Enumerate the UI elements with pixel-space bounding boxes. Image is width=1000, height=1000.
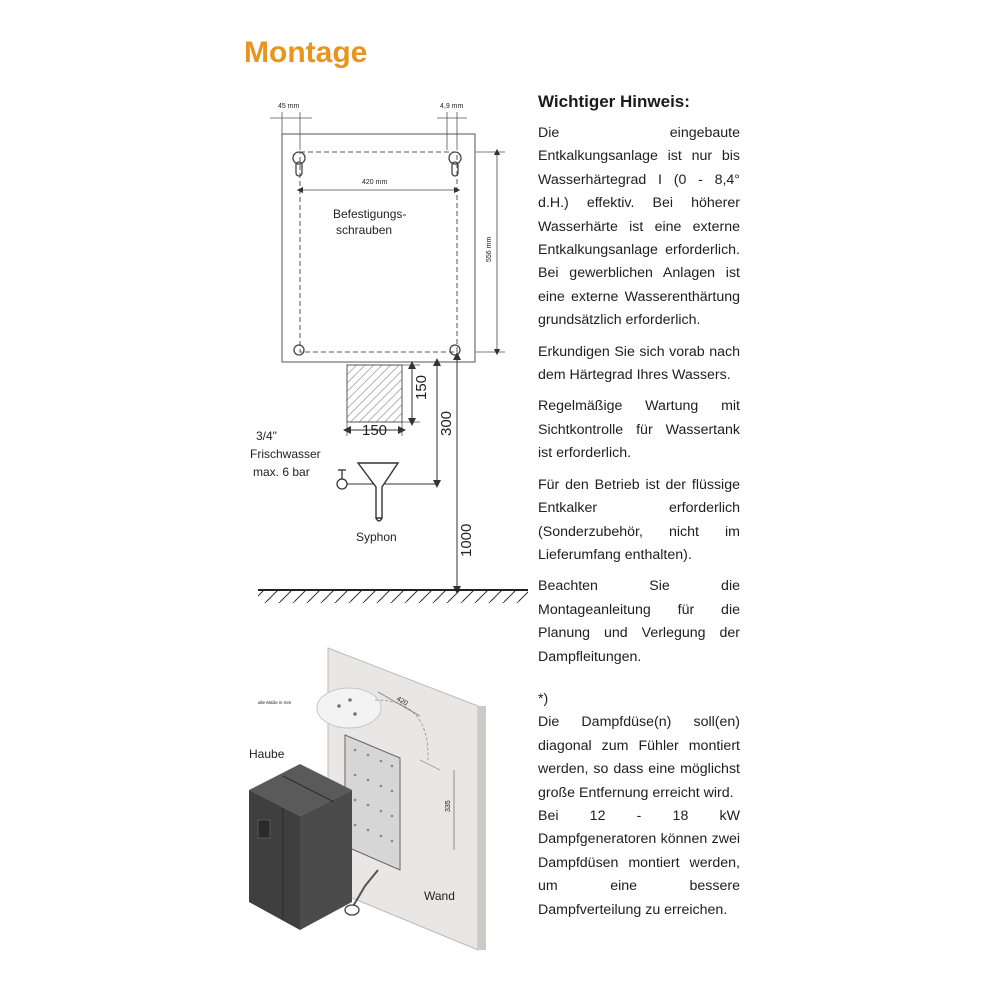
screw-hole-right-icon: [450, 345, 460, 355]
label-screws-1: Befestigungs-: [333, 207, 407, 221]
dim-box-width: 150: [362, 422, 388, 439]
label-siphon: Syphon: [356, 530, 397, 544]
water-line-2: Frischwasser: [250, 447, 321, 461]
notice-paragraph: Für den Betrieb ist der flüssige Entkalker erforderlich (Sonderzubehör, nicht im Lieferumfang enthalten).: [538, 476, 740, 563]
small-note: alle Maße in mm: [258, 700, 292, 705]
dim-vert: 335: [445, 800, 452, 812]
dim-height: 556 mm: [486, 236, 493, 262]
dim-diag: 420: [395, 695, 409, 708]
dim-1000: 1000: [458, 523, 475, 557]
page-title: Montage: [244, 36, 368, 69]
water-line-1: 3/4": [256, 429, 277, 443]
notice-paragraph: Beachten Sie die Montageanleitung für die Planung und Verlegung der Dampfleitungen.: [538, 578, 740, 665]
label-screws-2: schrauben: [336, 223, 393, 237]
dim-300: 300: [438, 410, 455, 436]
wall-plate-outline: [282, 134, 475, 362]
steam-nozzle-icon: [345, 905, 359, 915]
water-line-3: max. 6 bar: [253, 465, 310, 479]
label-wall: Wand: [424, 889, 455, 903]
notice-heading: Wichtiger Hinweis:: [538, 92, 690, 111]
dim-width: 420 mm: [362, 179, 388, 186]
footnote-marker: *): [538, 691, 549, 707]
notice-paragraph: Regelmäßige Wartung mit Sichtkontrolle für Wassertank ist erforderlich.: [538, 398, 740, 462]
steam-generator-housing: [249, 764, 352, 930]
keyhole-left-icon: [293, 152, 305, 176]
footnote-paragraph: Die Dampfdüse(n) soll(en) diagonal zum Fühler montiert werden, so dass eine möglichst große Entfernung erreicht wird.: [538, 714, 740, 801]
screw-hole-left-icon: [294, 345, 304, 355]
notice-paragraph: Erkundigen Sie sich vorab nach dem Härtegrad Ihres Wassers.: [538, 343, 740, 384]
siphon-funnel-icon: [358, 463, 398, 521]
dim-box-height: 150: [413, 374, 430, 400]
dim-right-offset: 4,9 mm: [440, 103, 464, 110]
connection-box: [347, 365, 402, 422]
keyhole-right-icon: [449, 152, 461, 176]
wall-panel-edge: [478, 706, 486, 950]
footnote-paragraph: Bei 12 - 18 kW Dampfgeneratoren können zwei Dampfdüsen montiert werden, um eine bessere Dampfverteilung zu erreichen.: [538, 808, 740, 918]
notice-paragraph: Die eingebaute Entkalkungsanlage ist nur bis Wasserhärtegrad I (0 - 8,4° d.H.) effektiv. Bei höherer Wasserhärte ist eine externe Entkalkungsanlage erforderlich. Bei gewerblichen Anlagen ist eine externe Wasserenthärtung grundsätzlich erforderlich.: [538, 125, 740, 329]
detail-callout: [317, 688, 381, 728]
dim-left-offset: 45 mm: [278, 103, 300, 110]
mounting-plate: [345, 735, 400, 870]
label-hood: Haube: [249, 747, 285, 761]
control-panel-icon: [258, 820, 270, 838]
floor-hatch: [258, 591, 528, 603]
